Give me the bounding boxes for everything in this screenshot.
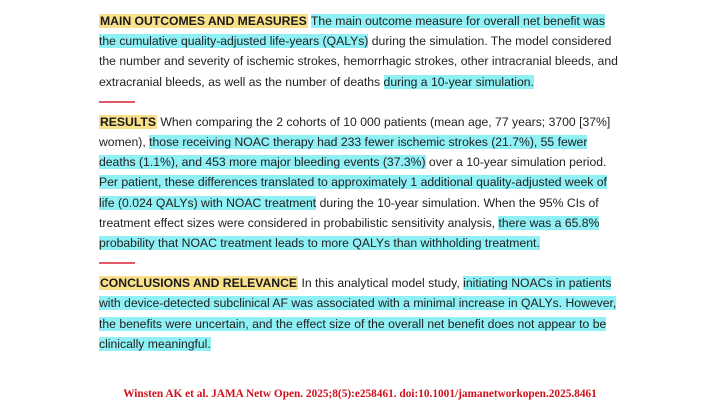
results-text-3: over a 10-year simulation period. <box>425 155 607 170</box>
main-outcomes-heading: MAIN OUTCOMES AND MEASURES <box>100 14 307 28</box>
conclusions-paragraph <box>99 273 624 354</box>
results-text-5: during the 10-year simulation. When the 95% CIs of treatment effect sizes were considered in probabilistic sensitivity analysis, <box>99 195 599 230</box>
main-outcomes-text-3: during a 10-year simulation. <box>383 74 534 89</box>
section-divider <box>99 262 135 264</box>
conclusions-text-2: initiating NOACs in patients with device-detected subclinical AF was associated with a minimal increase in QALYs. However, the benefits were uncertain, and the effect size of the overall net benefit does not appear to be clinically meaningful. <box>99 276 617 351</box>
results-text-6: there was a 65.8% probability that NOAC treatment leads to more QALYs than withholding treatment. <box>99 215 600 251</box>
citation: Winsten AK et al. JAMA Netw Open. 2025;8(5):e258461. doi:10.1001/jamanetworkopen.2025.8461 <box>123 388 597 400</box>
results-text-2: those receiving NOAC therapy had 233 fewer ischemic strokes (21.7%), 55 fewer deaths (1.1%), and 453 more major bleeding events (37.3%) <box>99 135 588 170</box>
results-paragraph <box>99 112 624 253</box>
abstract-body <box>99 11 624 354</box>
conclusions-text-1: In this analytical model study, <box>301 276 464 291</box>
results-text-1: When comparing the 2 cohorts of 10 000 patients (mean age, 77 years; 3700 [37%] women), <box>99 114 611 150</box>
conclusions-heading: CONCLUSIONS AND RELEVANCE <box>100 276 298 291</box>
section-divider <box>99 101 135 103</box>
results-text-4: Per patient, these differences translated to approximately 1 additional quality-adjusted week of life (0.024 QALYs) with NOAC treatment <box>99 175 607 210</box>
results-heading: RESULTS <box>100 114 156 129</box>
main-outcomes-text-2: during the simulation. The model considered the number and severity of ischemic strokes, hemorrhagic strokes, other intracranial bleeds, and extracranial bleeds, as well as the number of deaths <box>99 34 618 89</box>
main-outcomes-paragraph <box>99 11 624 92</box>
main-outcomes-text-1: The main outcome measure for overall net benefit was the cumulative quality-adjusted life-years (QALYs) <box>99 14 605 49</box>
